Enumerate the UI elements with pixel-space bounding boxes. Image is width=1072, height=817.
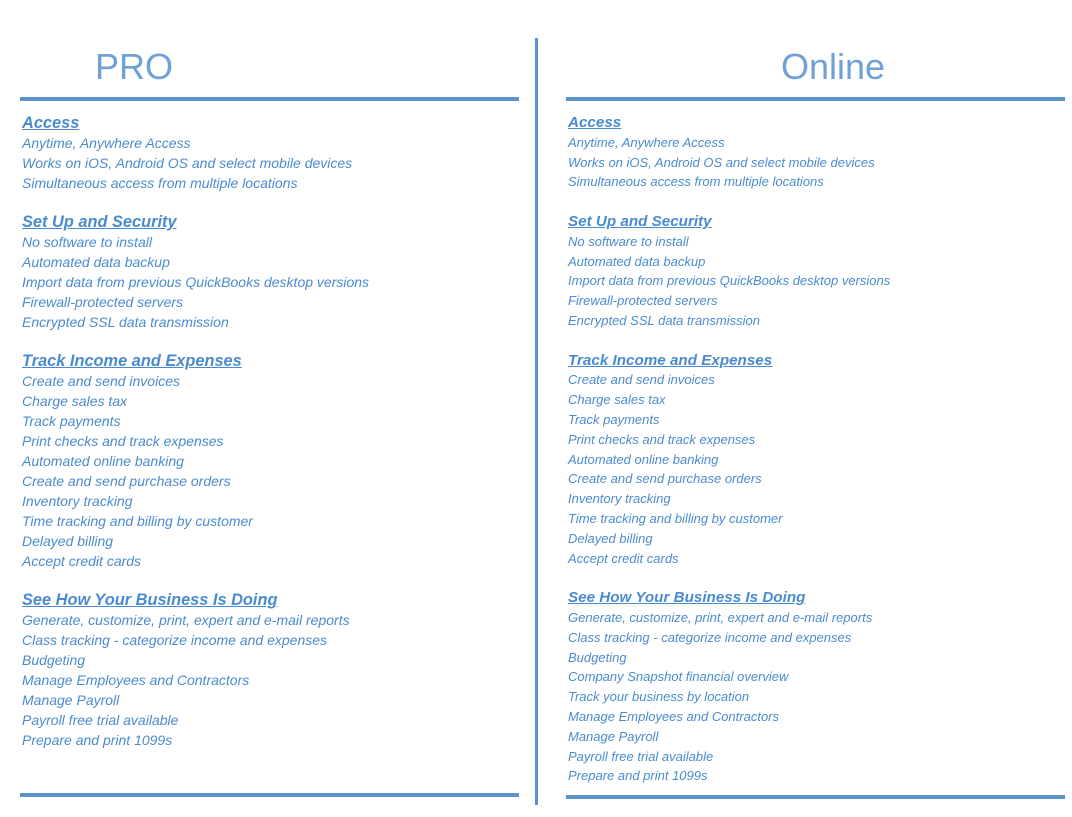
feature-item: Accept credit cards [568, 550, 679, 566]
feature-list [22, 371, 369, 571]
section-heading: Set Up and Security [22, 213, 177, 231]
feature-list [22, 232, 369, 332]
feature-item: Import data from previous QuickBooks desktop versions [22, 274, 370, 290]
feature-item: Manage Payroll [22, 692, 120, 708]
feature-item: Charge sales tax [568, 392, 666, 408]
feature-item: Time tracking and billing by customer [568, 510, 783, 526]
feature-item: Class tracking - categorize income and expenses [568, 629, 852, 645]
feature-item: Automated online banking [22, 453, 184, 469]
feature-item: Anytime, Anywhere Access [22, 135, 191, 151]
pro-section [22, 113, 369, 193]
feature-item: Inventory tracking [22, 493, 133, 509]
feature-item: Anytime, Anywhere Access [568, 134, 725, 150]
online-section [568, 212, 890, 331]
feature-item: Charge sales tax [22, 393, 128, 409]
section-heading: Set Up and Security [568, 212, 712, 230]
pro-top-rule [20, 97, 519, 101]
feature-item: Create and send purchase orders [568, 471, 762, 487]
online-feature-column [568, 113, 890, 806]
feature-item: Works on iOS, Android OS and select mobile devices [22, 155, 353, 171]
feature-item: Budgeting [22, 652, 86, 668]
feature-item: Import data from previous QuickBooks desktop versions [568, 273, 891, 289]
section-heading: Track Income and Expenses [22, 352, 242, 370]
online-section [568, 588, 890, 786]
column-divider [535, 38, 538, 805]
feature-list [568, 370, 890, 568]
feature-item: Time tracking and billing by customer [22, 513, 253, 529]
feature-item: Company Snapshot financial overview [568, 669, 789, 685]
online-section [568, 351, 890, 569]
feature-list [568, 232, 890, 331]
feature-list [568, 608, 890, 786]
feature-item: Create and send invoices [22, 373, 180, 389]
feature-item: Create and send invoices [568, 372, 715, 388]
online-section [568, 113, 890, 192]
feature-item: Payroll free trial available [22, 712, 179, 728]
feature-item: Simultaneous access from multiple locations [22, 175, 298, 191]
feature-item: Accept credit cards [22, 553, 142, 569]
section-heading: See How Your Business Is Doing [568, 589, 806, 607]
feature-item: Manage Employees and Contractors [22, 672, 250, 688]
pro-section [22, 590, 369, 750]
feature-item: Automated data backup [568, 253, 706, 269]
feature-item: Simultaneous access from multiple locations [568, 174, 824, 190]
feature-item: Delayed billing [22, 533, 114, 549]
feature-item: Works on iOS, Android OS and select mobile devices [568, 154, 875, 170]
feature-item: Print checks and track expenses [568, 431, 756, 447]
feature-list [568, 133, 890, 192]
pro-title: PRO [95, 46, 174, 87]
pro-section [22, 351, 369, 571]
feature-list [22, 133, 369, 193]
section-heading: See How Your Business Is Doing [22, 591, 278, 609]
pro-section [22, 212, 369, 332]
online-title: Online [781, 46, 886, 87]
feature-item: Automated online banking [568, 451, 719, 467]
pro-bottom-rule [20, 793, 519, 797]
feature-item: Encrypted SSL data transmission [568, 312, 760, 328]
feature-item: Payroll free trial available [568, 748, 714, 764]
pro-feature-column [22, 113, 369, 769]
section-heading: Access [568, 114, 622, 131]
feature-item: Track your business by location [568, 689, 750, 705]
feature-item: Class tracking - categorize income and expenses [22, 632, 328, 648]
feature-item: Budgeting [568, 649, 627, 665]
feature-item: Track payments [22, 413, 121, 429]
feature-item: Manage Employees and Contractors [568, 708, 780, 724]
feature-item: Print checks and track expenses [22, 433, 224, 449]
feature-item: No software to install [568, 233, 689, 249]
feature-item: Encrypted SSL data transmission [22, 314, 229, 330]
feature-list [22, 610, 369, 750]
feature-item: Firewall-protected servers [22, 294, 184, 310]
feature-item: Delayed billing [568, 530, 653, 546]
feature-item: No software to install [22, 234, 152, 250]
feature-item: Inventory tracking [568, 491, 671, 507]
feature-item: Generate, customize, print, expert and e-mail reports [568, 609, 873, 625]
feature-item: Manage Payroll [568, 728, 659, 744]
section-heading: Track Income and Expenses [568, 351, 773, 369]
feature-item: Prepare and print 1099s [22, 732, 173, 748]
feature-item: Track payments [568, 411, 660, 427]
section-heading: Access [22, 114, 80, 132]
feature-item: Prepare and print 1099s [568, 768, 708, 784]
feature-item: Automated data backup [22, 254, 170, 270]
feature-item: Generate, customize, print, expert and e-mail reports [22, 612, 350, 628]
online-top-rule [566, 97, 1065, 101]
feature-item: Firewall-protected servers [568, 293, 718, 309]
feature-item: Create and send purchase orders [22, 473, 231, 489]
